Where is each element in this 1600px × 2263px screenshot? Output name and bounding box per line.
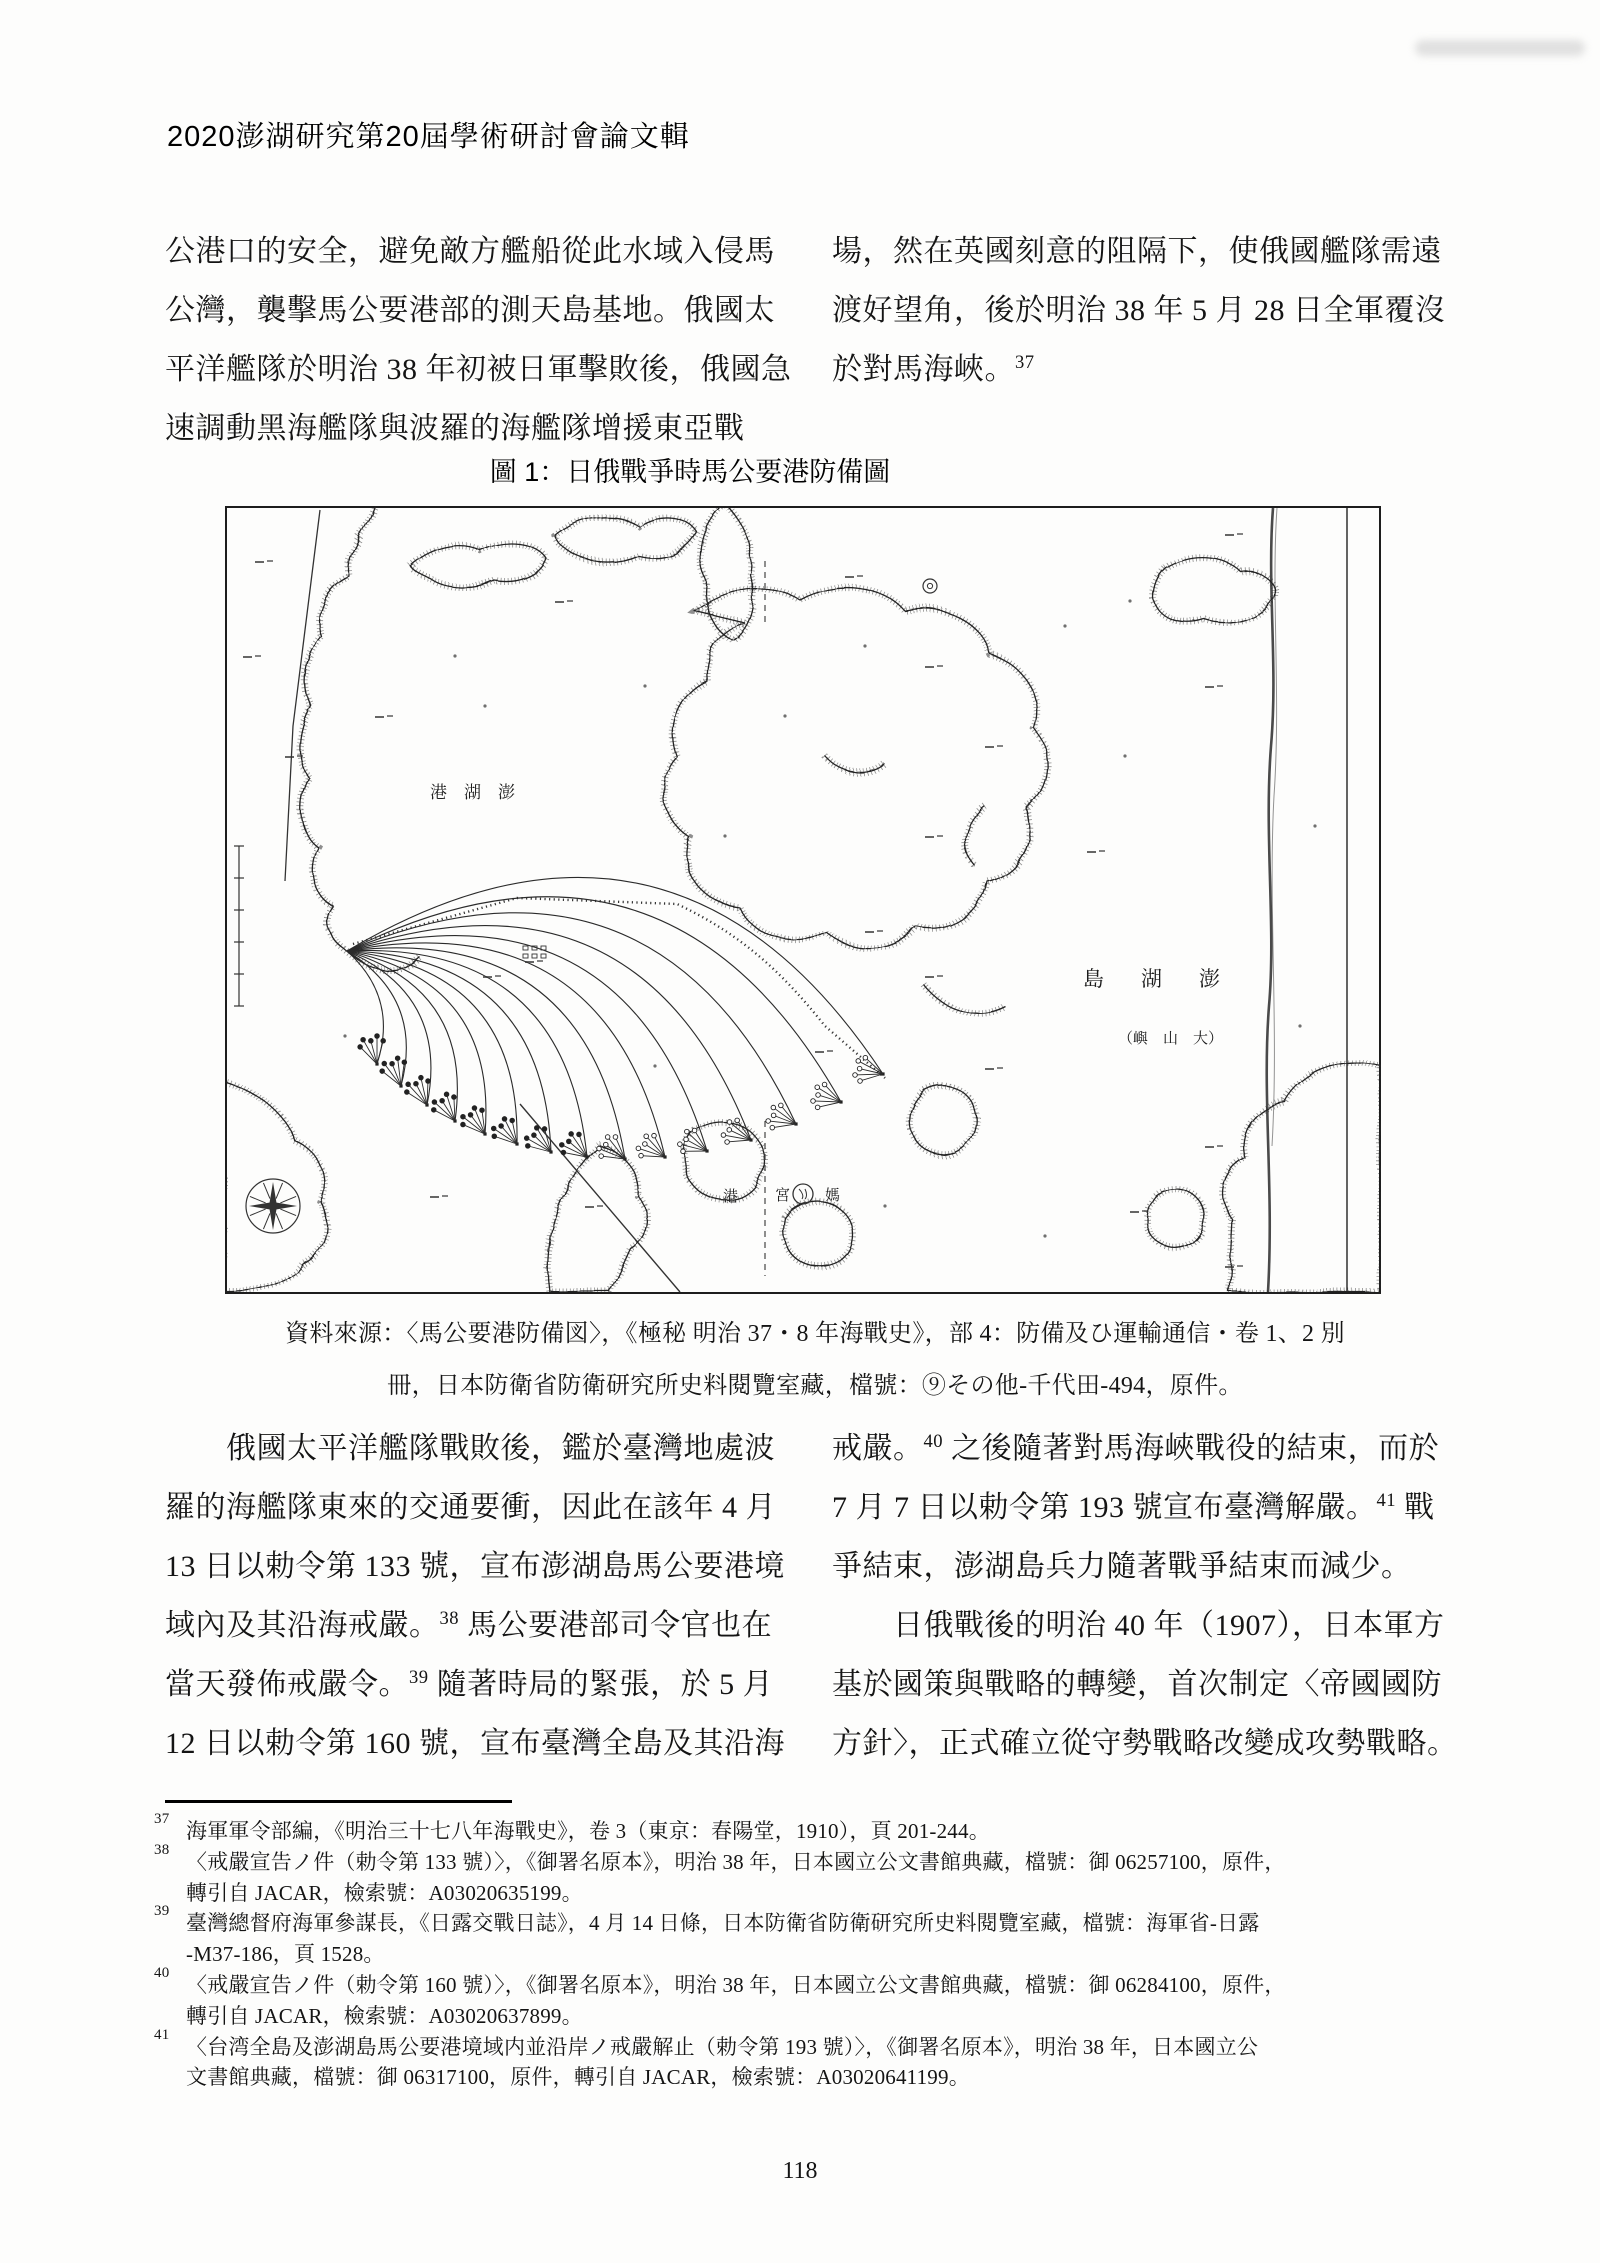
text-line: 於對馬海峽。$^{37}$ [832, 352, 1035, 386]
town-circle-mark [793, 1184, 813, 1204]
text-line: 7 月 7 日以勅令第 193 號宣布臺灣解嚴。$^{41}$ 戰 [832, 1490, 1435, 1524]
text-line: 方針〉，正式確立從守勢戰略改變成攻勢戰略。 [832, 1727, 1458, 1760]
text-line: 速調動黑海艦隊與波羅的海艦隊增援東亞戰 [165, 412, 745, 445]
text-line: 當天發佈戒嚴令。$^{39}$ 隨著時局的緊張，於 5 月 [165, 1667, 774, 1701]
scale-bar [234, 846, 244, 1006]
text-line: 公港口的安全，避免敵方艦船從此水域入侵馬 [165, 235, 775, 268]
bearing-line [520, 1104, 680, 1292]
map-label-island-sub: （嶼 山 大） [1118, 1031, 1224, 1047]
text-line: 基於國策與戰略的轉變，首次制定〈帝國國防 [832, 1668, 1442, 1701]
footnote-line: 38 〈戒嚴宣告ノ件（勅令第 133 號）〉，《御署名原本》，明治 38 年，日本國立公文書館典藏，檔號：御 06257100，原件， [154, 1841, 1286, 1874]
text-line: 冊，日本防衛省防衛研究所史料閱覽室藏，檔號：⑨その他-千代田-494，原件。 [387, 1373, 1243, 1399]
map-border [226, 507, 1380, 1293]
footnotes [150, 1811, 1460, 2093]
footnote-line: -M37-186，頁 1528。 [186, 1942, 385, 1967]
compass-rose [246, 1179, 300, 1233]
footnote-line: 40 〈戒嚴宣告ノ件（勅令第 160 號）〉，《御署名原本》，明治 38 年，日本國立公文書館典藏，檔號：御 06284100，原件， [154, 1964, 1286, 1997]
column-left [165, 1419, 785, 1773]
figure-source [225, 1308, 1405, 1412]
map-figure [225, 506, 1381, 1294]
footnote-line: 文書館典藏，檔號：御 06317100，原件，轉引自 JACAR，檢索號：A03020641199。 [186, 2065, 970, 2090]
map-label-gong: 宮 [775, 1188, 791, 1204]
column-left [165, 222, 792, 458]
tiny-map-marks [243, 533, 1317, 1268]
page-header: 2020澎湖研究第20屆學術研討會論文輯 [167, 121, 690, 153]
text-line: 平洋艦隊於明治 38 年初被日軍擊敗後，俄國急 [165, 353, 792, 386]
footnote-line: 41 〈台湾全島及澎湖島馬公要港境域内並沿岸ノ戒嚴解止（勅令第 193 號）〉，《御署名原本》，明治 38 年，日本國立公 [154, 2026, 1259, 2059]
body-top [165, 222, 1446, 458]
map-label-port: 港 [723, 1189, 739, 1205]
text-line: 公灣，襲擊馬公要港部的測天島基地。俄國太 [165, 294, 775, 327]
text-line: 羅的海艦隊東來的交通要衝，因此在該年 4 月 [165, 1491, 776, 1524]
footnote-ref: 37 [1015, 352, 1035, 373]
footnote-ref: 40 [923, 1431, 944, 1452]
text-line: 場，然在英國刻意的阻隔下，使俄國艦隊需遠 [832, 235, 1442, 268]
text-line: 戒嚴。$^{40}$ 之後隨著對馬海峽戰役的結束，而於 [832, 1431, 1440, 1465]
page-number: 118 [782, 2158, 818, 2184]
text-line: 13 日以勅令第 133 號，宣布澎湖島馬公要港境 [165, 1550, 785, 1583]
footnote-line: 轉引自 JACAR，檢索號：A03020635199。 [186, 1880, 583, 1905]
map-label-harbor: 港 湖 澎 [430, 783, 515, 802]
coastlines [225, 506, 1381, 1292]
footnote-line: 39 臺灣總督府海軍參謀長，《日露交戰日誌》，4 月 14 日條，日本防衛省防衛研究所史料閱覽室藏，檔號：海軍省-日露 [154, 1903, 1260, 1936]
footnote-ref: 38 [439, 1608, 460, 1629]
text-line: 域內及其沿海戒嚴。$^{38}$ 馬公要港部司令官也在 [165, 1608, 773, 1642]
footnote-separator [165, 1800, 512, 1803]
scan-artifact [1415, 40, 1585, 56]
footnote-line: 轉引自 JACAR，檢索號：A03020637899。 [186, 2003, 583, 2028]
text-line: 資料來源：〈馬公要港防備図〉，《極秘 明治 37・8 年海戰史》，部 4：防備及ひ運輸通信・卷 1、2 別 [285, 1321, 1345, 1347]
minefield-fan [347, 877, 885, 1160]
map-label-island: 島 湖 澎 [1083, 967, 1228, 991]
footnote-ref: 41 [1376, 1490, 1397, 1511]
text-line: 12 日以勅令第 160 號，宣布臺灣全島及其沿海 [165, 1727, 785, 1760]
figure-caption: 圖 1：日俄戰爭時馬公要港防備圖 [489, 457, 891, 487]
anchorage-mark [923, 579, 937, 593]
text-line: 渡好望角，後於明治 38 年 5 月 28 日全軍覆沒 [832, 294, 1446, 327]
footnote-ref: 39 [409, 1667, 429, 1688]
text-line: 爭結束，澎湖島兵力隨著戰爭結束而減少。 [832, 1550, 1412, 1583]
text-line: 俄國太平洋艦隊戰敗後，鑑於臺灣地處波 [165, 1432, 775, 1465]
body-bottom [165, 1419, 1458, 1773]
text-line: 日俄戰後的明治 40 年（1907），日本軍方 [832, 1609, 1445, 1642]
footnote-line: 37 海軍軍令部編，《明治三十七八年海戰史》，卷 3（東京：春陽堂，1910），頁 201-244。 [154, 1811, 990, 1843]
map-label-ma: 媽 [825, 1188, 841, 1204]
column-right [832, 1419, 1458, 1773]
column-right [832, 222, 1446, 458]
historical-map [225, 506, 1381, 1294]
